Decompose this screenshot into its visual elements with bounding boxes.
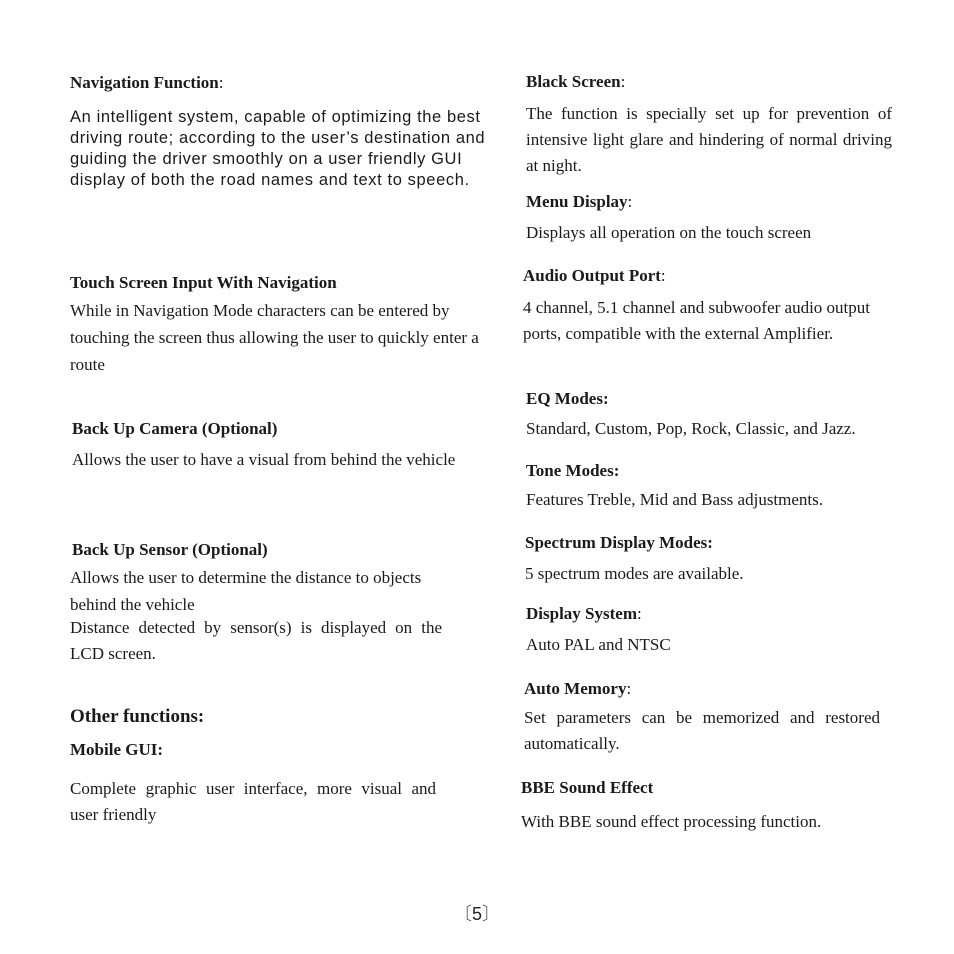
page-number: 〔5〕 xyxy=(453,904,500,924)
section-navigation-function xyxy=(70,73,500,191)
section-heading: Back Up Camera (Optional) xyxy=(72,419,278,438)
section-bbe-sound-effect xyxy=(521,778,905,835)
section-heading: Other functions: xyxy=(70,706,205,727)
section-heading: Spectrum Display Modes: xyxy=(525,533,713,552)
section-body: The function is specially set up for prevention of intensive light glare and hindering of normal driving at night. xyxy=(526,104,892,175)
section-body: Displays all operation on the touch screen xyxy=(526,223,812,242)
section-body: Features Treble, Mid and Bass adjustments. xyxy=(526,490,824,509)
section-heading: Touch Screen Input With Navigation xyxy=(70,273,337,292)
section-auto-memory xyxy=(524,679,908,757)
section-touch-screen-input xyxy=(70,273,500,378)
section-heading: Back Up Sensor (Optional) xyxy=(72,540,268,559)
section-black-screen xyxy=(526,72,910,179)
section-body: Allows the user to determine the distance to objects behind the vehicle xyxy=(70,568,422,614)
section-eq-modes xyxy=(526,389,910,442)
section-heading: Black Screen: xyxy=(526,72,626,91)
section-heading: Audio Output Port: xyxy=(523,266,666,285)
section-body: Complete graphic user interface, more visual and user friendly xyxy=(70,779,436,824)
section-body: 4 channel, 5.1 channel and subwoofer audio output ports, compatible with the external Amplifier. xyxy=(523,298,870,343)
section-body: Set parameters can be memorized and restored automatically. xyxy=(524,708,880,753)
section-body: Allows the user to have a visual from behind the vehicle xyxy=(72,450,456,469)
section-tone-modes xyxy=(526,461,910,513)
section-heading: Menu Display: xyxy=(526,192,633,211)
section-body-2: Distance detected by sensor(s) is displayed on the LCD screen. xyxy=(70,618,442,663)
section-heading: BBE Sound Effect xyxy=(521,778,654,797)
section-body: 5 spectrum modes are available. xyxy=(525,564,744,583)
section-body: With BBE sound effect processing function. xyxy=(521,812,822,831)
section-heading: Navigation Function: xyxy=(70,73,224,92)
section-other-functions xyxy=(70,706,500,728)
section-menu-display xyxy=(526,192,910,246)
section-audio-output-port xyxy=(523,266,907,347)
section-heading: Tone Modes: xyxy=(526,461,620,480)
section-heading: Auto Memory: xyxy=(524,679,632,698)
section-spectrum-display-modes xyxy=(525,533,909,587)
section-heading: Mobile GUI: xyxy=(70,740,164,759)
section-back-up-camera xyxy=(72,419,502,473)
section-body: While in Navigation Mode characters can be entered by touching the screen thus allowing the user to quickly enter a route xyxy=(70,301,479,374)
section-display-system xyxy=(526,604,910,658)
section-body: Auto PAL and NTSC xyxy=(526,635,671,654)
section-heading: EQ Modes: xyxy=(526,389,609,408)
section-mobile-gui xyxy=(70,740,500,828)
section-body: Standard, Custom, Pop, Rock, Classic, and Jazz. xyxy=(526,419,856,438)
section-body: An intelligent system, capable of optimizing the best driving route; according to the user’s destination and guiding the driver smoothly on a user friendly GUI display of both the road names and text to speech. xyxy=(70,108,486,189)
section-back-up-sensor xyxy=(70,540,500,667)
section-heading: Display System: xyxy=(526,604,642,623)
